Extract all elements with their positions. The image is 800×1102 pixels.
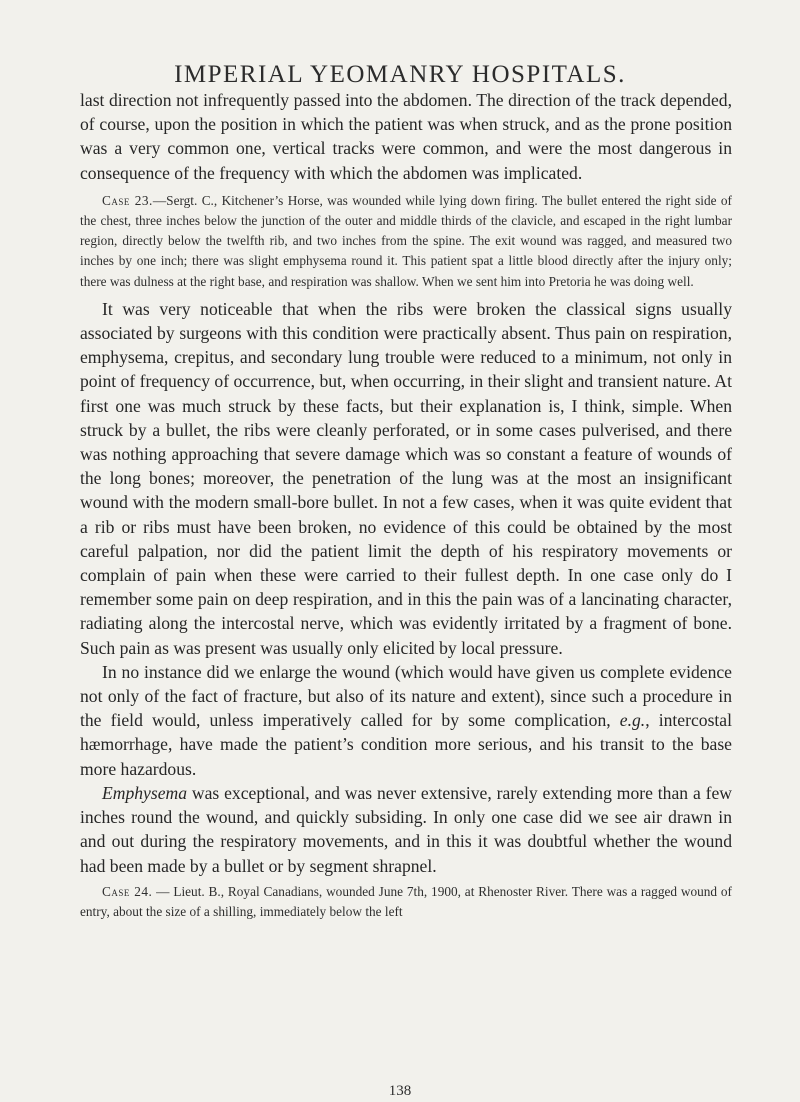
para-4-italic-lead: Emphysema: [102, 782, 188, 803]
case-23-text: —Sergt. C., Kitchener’s Horse, was wounded while lying down firing. The bullet entered the right side of the chest, three inches below the junction of the outer and middle thirds of the clavicle, and escaped in the right lumbar region, directly below the twelfth rib, and two inches from the spine. The exit wound was ragged, and measured two inches by one inch; there was slight emphysema round it. This patient spat a little blood directly after the injury only; there was dulness at the right base, and respiration was shallow. When we sent him into Pretoria he was doing well.: [80, 192, 732, 289]
case-24-label: Case 24.: [102, 883, 153, 899]
case-23-note: [80, 191, 732, 292]
para-4-text: was exceptional, and was never extensive, rarely extending more than a few inches round the wound, and quickly subsiding. In only one case did we see air drawn in and out during the respiratory movements, and in this it was doubtful whether the wound had been made by a bullet or by segment shrapnel.: [80, 782, 732, 876]
case-24-note: [80, 882, 732, 922]
body-text: [80, 88, 732, 922]
paragraph-continued: last direction not infrequently passed into the abdomen. The direction of the track depended, of course, upon the position in which the patient was when struck, and as the prone position was a very common one, vertical tracks were common, and were the most dangerous in consequence of the frequency with which the abdomen was implicated.: [80, 90, 732, 183]
case-23-label: Case 23.: [102, 192, 153, 208]
para-3-italic-eg: e.g.: [619, 710, 646, 731]
case-24-text: — Lieut. B., Royal Canadians, wounded June 7th, 1900, at Rhenoster River. There was a ragged wound of entry, about the size of a shilling, immediately below the left: [80, 883, 732, 919]
para-3-text-after: , intercostal hæmorrhage, have made the patient’s condition more serious, and his transit to the base more hazardous.: [80, 710, 733, 779]
paragraph-wound-enlarge: [80, 660, 732, 781]
para-3-text-before: In no instance did we enlarge the wound (which would have given us complete evidence not only of the fact of fracture, but also of its nature and extent), since such a procedure in the field would, unless imperatively called for by some complication,: [80, 661, 732, 731]
page-number: 138: [388, 1083, 412, 1099]
running-head-title: IMPERIAL YEOMANRY HOSPITALS.: [174, 61, 626, 88]
paragraph-emphysema: [80, 781, 732, 878]
paragraph-ribs: It was very noticeable that when the ribs were broken the classical signs usually associated by surgeons with this condition were practically absent. Thus pain on respiration, emphysema, crepitus, and secondary lung trouble were reduced to a minimum, not only in point of frequency of occurrence, but, when occurring, in their slight and transient nature. At first one was much struck by these facts, but their explanation is, I think, simple. When struck by a bullet, the ribs were cleanly perforated, or in some cases pulverised, and there was nothing approaching that severe damage which was so constant a feature of wounds of the long bones; moreover, the penetration of the lung was at the most an insignificant wound with the modern small-bore bullet. In not a few cases, when it was quite evident that a rib or ribs must have been broken, no evidence of this could be obtained by the most careful palpation, nor did the patient limit the depth of his respiratory movements or complain of pain when these were carried to their fullest depth. In one case only do I remember some pain on deep respiration, and in this the pain was of a lancinating character, radiating along the intercostal nerve, which was evidently irritated by a fragment of bone. Such pain as was present was usually only elicited by local pressure.: [80, 298, 732, 658]
